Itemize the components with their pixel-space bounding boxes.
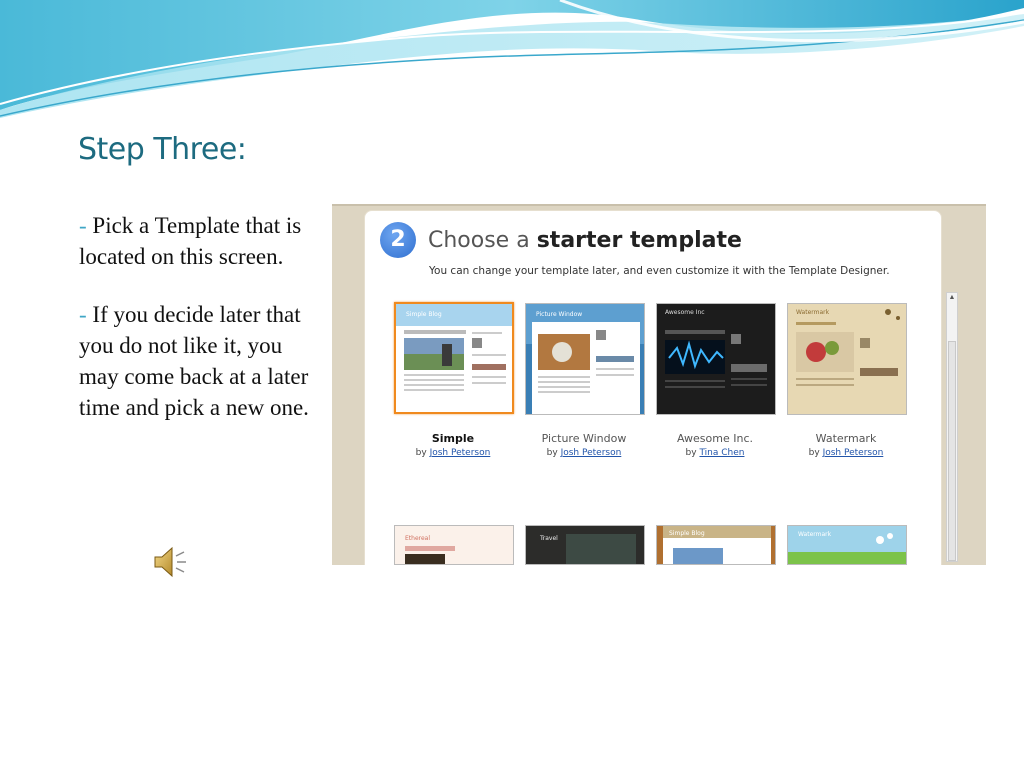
template-name-watermark[interactable]: Watermark <box>815 432 877 445</box>
template-name-awesome-inc[interactable]: Awesome Inc. <box>676 432 754 445</box>
author-prefix: by <box>415 448 430 458</box>
template-preview-image <box>526 526 645 565</box>
bullet-item <box>79 299 319 423</box>
thumb-caption: Watermark <box>798 531 832 538</box>
author-prefix: by <box>808 448 823 458</box>
panel-heading <box>428 228 742 253</box>
template-author-watermark <box>781 448 911 458</box>
bullet-item <box>79 210 319 272</box>
template-preview-image <box>395 526 514 565</box>
author-prefix: by <box>685 448 700 458</box>
screenshot-top-border <box>332 204 986 206</box>
bullet-dash: - <box>79 302 87 327</box>
scrollbar-thumb[interactable] <box>948 341 956 561</box>
panel-heading-bold: starter template <box>536 228 742 253</box>
template-preview-image <box>526 304 645 415</box>
author-link[interactable]: Tina Chen <box>699 448 745 458</box>
scroll-up-arrow-icon[interactable]: ▲ <box>948 293 956 301</box>
template-thumbnail-watermark-2[interactable] <box>787 525 907 565</box>
template-thumbnail-awesome-inc[interactable] <box>656 303 776 415</box>
step-number-badge: 2 <box>380 222 416 258</box>
template-thumbnail-simple[interactable] <box>394 302 514 414</box>
template-author-simple <box>388 448 518 458</box>
bullet-list <box>79 210 319 450</box>
template-thumbnail-picture-window[interactable] <box>525 303 645 415</box>
bullet-text: Pick a Template that is located on this screen. <box>79 213 302 269</box>
bullet-text: If you decide later that you do not like it, you may come back at a later time and pick a new one. <box>79 302 309 420</box>
template-preview-image <box>396 304 514 414</box>
thumb-caption: Picture Window <box>536 311 583 318</box>
author-prefix: by <box>546 448 561 458</box>
author-link[interactable]: Josh Peterson <box>822 448 884 458</box>
template-author-awesome-inc <box>650 448 780 458</box>
template-preview-image <box>657 304 776 415</box>
thumb-caption: Simple Blog <box>406 311 442 318</box>
thumb-caption: Watermark <box>796 309 830 316</box>
template-name-simple[interactable]: Simple <box>431 432 475 445</box>
template-thumbnail-watermark[interactable] <box>787 303 907 415</box>
template-preview-image <box>657 526 776 565</box>
template-thumbnail-simple-2[interactable] <box>656 525 776 565</box>
speaker-icon[interactable] <box>152 544 188 580</box>
thumb-caption: Ethereal <box>405 535 431 542</box>
header-wave-decoration <box>0 0 1024 130</box>
author-link[interactable]: Josh Peterson <box>429 448 491 458</box>
thumb-caption: Simple Blog <box>669 530 705 537</box>
template-name-picture-window[interactable]: Picture Window <box>541 432 627 445</box>
bullet-dash: - <box>79 213 87 238</box>
template-preview-image <box>788 526 907 565</box>
template-list-scrollbar[interactable] <box>946 292 958 562</box>
template-preview-image <box>788 304 907 415</box>
panel-heading-light: Choose a <box>428 228 537 253</box>
template-thumbnail-travel[interactable] <box>525 525 645 565</box>
author-link[interactable]: Josh Peterson <box>560 448 622 458</box>
template-author-picture-window <box>519 448 649 458</box>
panel-subtext: You can change your template later, and even customize it with the Template Designer. <box>429 265 890 277</box>
template-thumbnail-ethereal[interactable] <box>394 525 514 565</box>
template-chooser-screenshot <box>332 204 986 565</box>
thumb-caption: Awesome Inc <box>665 309 705 316</box>
thumb-caption: Travel <box>540 535 558 542</box>
slide-title: Step Three: <box>78 132 247 167</box>
